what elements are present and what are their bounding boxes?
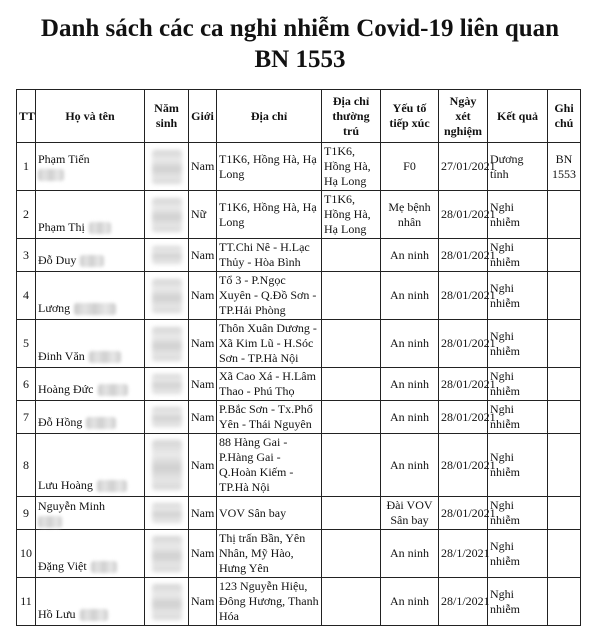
cell-result: Nghi nhiễm: [488, 320, 548, 368]
cell-tt: 10: [17, 530, 36, 578]
cell-gender: Nam: [189, 368, 217, 401]
cell-tt: 9: [17, 497, 36, 530]
header-gender: Giới: [189, 90, 217, 143]
cell-result: Nghi nhiễm: [488, 191, 548, 239]
cell-result: Nghi nhiễm: [488, 368, 548, 401]
cell-gender: Nam: [189, 530, 217, 578]
header-test-date: Ngày xét nghiệm: [439, 90, 488, 143]
header-result: Kết quả: [488, 90, 548, 143]
cell-birth: [145, 530, 189, 578]
cell-residence: [322, 272, 381, 320]
cell-residence: [322, 434, 381, 497]
table-row: [17, 530, 581, 578]
cell-name: [36, 239, 145, 272]
cell-gender: Nam: [189, 320, 217, 368]
cell-result: Nghi nhiễm: [488, 272, 548, 320]
cell-address: T1K6, Hồng Hà, Hạ Long: [217, 191, 322, 239]
cell-factor: Đài VOV Sân bay: [381, 497, 439, 530]
cell-factor: An ninh: [381, 578, 439, 626]
cell-name: [36, 434, 145, 497]
cell-tt: 4: [17, 272, 36, 320]
name-text: Đỗ Duy: [38, 253, 77, 267]
cell-address: P.Bắc Sơn - Tx.Phổ Yên - Thái Nguyên: [217, 401, 322, 434]
cell-tt: 6: [17, 368, 36, 401]
cell-result: Dương tính: [488, 143, 548, 191]
cell-birth: [145, 239, 189, 272]
header-name: Họ và tên: [36, 90, 145, 143]
cell-result: Nghi nhiễm: [488, 401, 548, 434]
redacted-name-blur: [80, 255, 104, 267]
cell-address: 88 Hàng Gai - P.Hàng Gai - Q.Hoàn Kiếm - TP.Hà Nội: [217, 434, 322, 497]
cell-test-date: 28/01/2021: [439, 434, 488, 497]
title-line-2: BN 1553: [254, 46, 346, 73]
title-line-1: Danh sách các ca nghi nhiễm Covid-19 liên quan: [40, 15, 560, 42]
cell-factor: Mẹ bệnh nhân: [381, 191, 439, 239]
cell-gender: Nam: [189, 143, 217, 191]
cell-birth: [145, 143, 189, 191]
table-header-row: [17, 90, 581, 143]
cell-birth: [145, 401, 189, 434]
cell-factor: An ninh: [381, 320, 439, 368]
cell-test-date: 28/01/2021: [439, 239, 488, 272]
header-note: Ghi chú: [548, 90, 581, 143]
table-row: [17, 578, 581, 626]
cell-name: [36, 578, 145, 626]
cell-tt: 5: [17, 320, 36, 368]
cell-note: [548, 578, 581, 626]
redacted-name-blur: [38, 169, 64, 181]
cell-address: Thôn Xuân Dương - Xã Kim Lũ - H.Sóc Sơn - TP.Hà Nội: [217, 320, 322, 368]
cell-test-date: 28/01/2021: [439, 368, 488, 401]
cell-result: Nghi nhiễm: [488, 239, 548, 272]
cell-residence: T1K6, Hồng Hà, Hạ Long: [322, 191, 381, 239]
name-text: Đinh Văn: [38, 349, 85, 363]
cell-factor: An ninh: [381, 272, 439, 320]
name-text: Phạm Tiến: [38, 152, 90, 166]
redacted-name-blur: [74, 303, 116, 315]
cell-address: 123 Nguyễn Hiệu, Đông Hương, Thanh Hóa: [217, 578, 322, 626]
cell-address: Xã Cao Xá - H.Lâm Thao - Phú Thọ: [217, 368, 322, 401]
header-tt: TT: [17, 90, 36, 143]
redacted-name-blur: [89, 351, 121, 363]
redacted-birth-blur: [152, 246, 182, 264]
cell-test-date: 27/01/2021: [439, 143, 488, 191]
name-text: Lưu Hoàng: [38, 478, 93, 492]
table-row: [17, 320, 581, 368]
cell-note: [548, 401, 581, 434]
cell-residence: T1K6, Hồng Hà, Hạ Long: [322, 143, 381, 191]
cell-birth: [145, 497, 189, 530]
cell-birth: [145, 434, 189, 497]
name-text: Hồ Lưu: [38, 607, 76, 621]
cell-birth: [145, 320, 189, 368]
document-title: [0, 13, 600, 75]
cell-residence: [322, 320, 381, 368]
cell-test-date: 28/1/2021: [439, 578, 488, 626]
redacted-birth-blur: [152, 584, 182, 620]
cell-test-date: 28/01/2021: [439, 320, 488, 368]
redacted-birth-blur: [152, 503, 182, 523]
cell-address: Thị trấn Bần, Yên Nhân, Mỹ Hào, Hưng Yên: [217, 530, 322, 578]
cell-note: BN 1553: [548, 143, 581, 191]
cell-test-date: 28/01/2021: [439, 401, 488, 434]
table-row: [17, 401, 581, 434]
redacted-birth-blur: [152, 327, 182, 361]
cell-tt: 1: [17, 143, 36, 191]
cell-note: [548, 530, 581, 578]
name-text: Lương: [38, 301, 71, 315]
cell-address: Tổ 3 - P.Ngọc Xuyên - Q.Đồ Sơn - TP.Hải Phòng: [217, 272, 322, 320]
cell-test-date: 28/01/2021: [439, 191, 488, 239]
cell-gender: Nam: [189, 272, 217, 320]
cell-tt: 3: [17, 239, 36, 272]
header-birth: Năm sinh: [145, 90, 189, 143]
header-residence: Địa chỉ thường trú: [322, 90, 381, 143]
cell-factor: An ninh: [381, 434, 439, 497]
cell-factor: F0: [381, 143, 439, 191]
cell-birth: [145, 272, 189, 320]
cell-note: [548, 272, 581, 320]
redacted-name-blur: [86, 417, 116, 429]
redacted-name-blur: [98, 384, 128, 396]
cell-name: [36, 191, 145, 239]
cell-birth: [145, 578, 189, 626]
cell-result: Nghi nhiễm: [488, 497, 548, 530]
cell-test-date: 28/1/2021: [439, 530, 488, 578]
table-row: [17, 497, 581, 530]
redacted-name-blur: [38, 516, 62, 528]
cell-gender: Nữ: [189, 191, 217, 239]
header-factor: Yếu tố tiếp xúc: [381, 90, 439, 143]
table-row: [17, 434, 581, 497]
name-text: Nguyễn Minh: [38, 498, 105, 513]
name-text: Hoàng Đức: [38, 382, 94, 396]
cell-test-date: 28/01/2021: [439, 272, 488, 320]
cell-birth: [145, 191, 189, 239]
cell-residence: [322, 530, 381, 578]
cell-address: VOV Sân bay: [217, 497, 322, 530]
cell-gender: Nam: [189, 434, 217, 497]
cell-note: [548, 368, 581, 401]
name-text: Phạm Thị: [38, 220, 85, 234]
cell-note: [548, 320, 581, 368]
cell-residence: [322, 239, 381, 272]
redacted-birth-blur: [152, 374, 182, 394]
cell-gender: Nam: [189, 239, 217, 272]
cell-note: [548, 191, 581, 239]
redacted-name-blur: [97, 480, 127, 492]
redacted-birth-blur: [152, 198, 182, 232]
cell-factor: An ninh: [381, 368, 439, 401]
cell-residence: [322, 578, 381, 626]
cell-tt: 7: [17, 401, 36, 434]
cell-birth: [145, 368, 189, 401]
cell-name: [36, 320, 145, 368]
table-row: [17, 239, 581, 272]
cell-name: [36, 401, 145, 434]
cell-tt: 11: [17, 578, 36, 626]
cell-note: [548, 497, 581, 530]
cell-residence: [322, 368, 381, 401]
cell-name: [36, 530, 145, 578]
cell-factor: An ninh: [381, 530, 439, 578]
cell-result: Nghi nhiễm: [488, 578, 548, 626]
table-row: [17, 143, 581, 191]
redacted-birth-blur: [152, 536, 182, 572]
redacted-birth-blur: [152, 279, 182, 313]
header-address: Địa chỉ: [217, 90, 322, 143]
redacted-name-blur: [89, 222, 111, 234]
cell-note: [548, 239, 581, 272]
cell-note: [548, 434, 581, 497]
redacted-birth-blur: [152, 150, 182, 184]
redacted-name-blur: [91, 561, 117, 573]
table-row: [17, 191, 581, 239]
table-row: [17, 272, 581, 320]
cell-name: [36, 143, 145, 191]
cell-factor: An ninh: [381, 239, 439, 272]
redacted-name-blur: [80, 609, 108, 621]
cell-result: Nghi nhiễm: [488, 530, 548, 578]
cell-gender: Nam: [189, 578, 217, 626]
cell-residence: [322, 401, 381, 434]
cases-table: [16, 89, 581, 626]
cell-name: [36, 368, 145, 401]
cell-result: Nghi nhiễm: [488, 434, 548, 497]
cell-gender: Nam: [189, 401, 217, 434]
cell-address: T1K6, Hồng Hà, Hạ Long: [217, 143, 322, 191]
cell-factor: An ninh: [381, 401, 439, 434]
cell-test-date: 28/01/2021: [439, 497, 488, 530]
cell-name: [36, 497, 145, 530]
cell-tt: 8: [17, 434, 36, 497]
redacted-birth-blur: [152, 440, 182, 490]
name-text: Đỗ Hồng: [38, 415, 83, 429]
cell-gender: Nam: [189, 497, 217, 530]
cell-address: TT.Chi Nê - H.Lạc Thủy - Hòa Bình: [217, 239, 322, 272]
name-text: Đặng Việt: [38, 559, 87, 573]
cell-residence: [322, 497, 381, 530]
redacted-birth-blur: [152, 407, 182, 427]
cell-name: [36, 272, 145, 320]
cell-tt: 2: [17, 191, 36, 239]
table-row: [17, 368, 581, 401]
